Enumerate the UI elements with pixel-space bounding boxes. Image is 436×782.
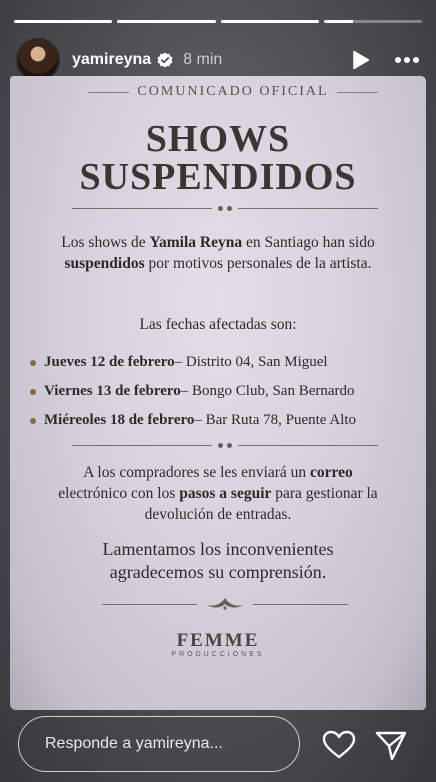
intro-part: Los shows de	[61, 234, 150, 251]
progress-segment	[324, 20, 422, 23]
intro-part: en Santiago han sido	[242, 234, 375, 251]
title-line-2: SUSPENDIDOS	[79, 156, 357, 198]
ornament-divider	[102, 594, 348, 614]
notice-part: para gestionar la devolución de entradas.	[144, 485, 378, 523]
brand-subtitle: PRODUCCIONES	[171, 651, 265, 658]
kicker-row	[88, 84, 378, 100]
rule-right	[337, 92, 378, 93]
dates-list	[30, 348, 414, 435]
closing-line-1: Lamentamos los inconvenientes	[102, 539, 334, 559]
progress-segment	[117, 20, 215, 23]
reply-bar	[0, 710, 436, 782]
refund-notice	[50, 462, 386, 525]
affected-label: Las fechas afectadas son:	[139, 316, 297, 333]
rule-left	[88, 92, 129, 93]
story-progress	[14, 20, 422, 23]
notice-part: electrónico con los	[58, 485, 180, 502]
date-label: Miéreoles 18 de febrero	[44, 412, 195, 428]
divider-middle	[72, 440, 378, 450]
notice-bold: pasos a seguir	[179, 485, 272, 502]
reply-input[interactable]	[18, 716, 300, 772]
list-item	[30, 406, 414, 435]
artist-name: Yamila Reyna	[149, 234, 243, 251]
play-icon[interactable]	[352, 50, 370, 70]
intro-part: por motivos personales de la artista.	[144, 255, 372, 272]
list-item	[30, 348, 414, 377]
list-item	[30, 377, 414, 406]
venue-label: – Distrito 04, San Miguel	[174, 354, 328, 370]
progress-segment	[221, 20, 319, 23]
more-options-icon[interactable]	[394, 56, 420, 64]
bullet-icon	[30, 360, 36, 366]
flourish-icon	[197, 595, 253, 613]
venue-label: – Bongo Club, San Bernardo	[180, 383, 355, 399]
status-word: suspendidos	[64, 255, 145, 272]
notice-bold: correo	[310, 464, 353, 481]
intro-text	[50, 232, 386, 274]
date-label: Viernes 13 de febrero	[44, 383, 181, 399]
brand-logo: FEMME	[176, 630, 260, 651]
closing-text	[30, 538, 406, 584]
story-time: 8 min	[183, 51, 223, 68]
flyer-kicker: COMUNICADO OFICIAL	[137, 84, 329, 99]
venue-label: – Bar Ruta 78, Puente Alto	[194, 412, 357, 428]
bullet-icon	[30, 418, 36, 424]
closing-line-2: agradecemos su comprensión.	[109, 562, 327, 582]
announcement-flyer	[10, 76, 426, 710]
username[interactable]: yamireyna	[72, 51, 152, 68]
flyer-title	[10, 120, 426, 196]
bullet-icon	[30, 389, 36, 395]
divider-top	[72, 203, 378, 213]
progress-segment	[14, 20, 112, 23]
send-icon[interactable]	[374, 728, 408, 762]
title-line-1: SHOWS	[145, 118, 291, 160]
heart-icon[interactable]	[322, 730, 356, 760]
verified-badge-icon	[157, 52, 173, 68]
notice-part: A los compradores se les enviará un	[83, 464, 311, 481]
date-label: Jueves 12 de febrero	[44, 354, 175, 370]
